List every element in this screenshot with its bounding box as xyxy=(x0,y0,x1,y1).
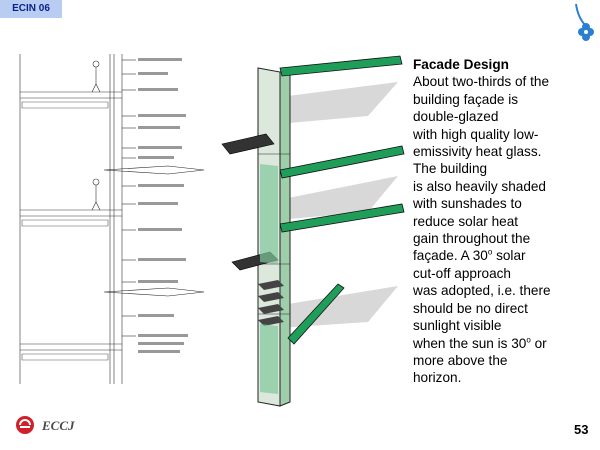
degree-superscript: o xyxy=(526,334,531,344)
eccj-logo-text: ECCJ xyxy=(42,418,75,433)
text-line: sunlight visible xyxy=(413,318,502,334)
page-number: 53 xyxy=(574,422,589,437)
facade-section-drawing xyxy=(18,54,246,388)
text-line: About two-thirds of the xyxy=(413,74,550,90)
text-line: emissivity heat glass. xyxy=(413,144,542,160)
degree-superscript: o xyxy=(487,247,493,257)
text-line: double-glazed xyxy=(413,109,499,125)
text-line: is also heavily shaded xyxy=(413,178,546,194)
text-line: horizon. xyxy=(413,370,462,386)
slide-tag: ECIN 06 xyxy=(0,0,62,18)
clover-logo-icon xyxy=(570,2,600,46)
text-line: with sunshades to xyxy=(413,196,522,212)
text-line: The building xyxy=(413,161,488,177)
text-line: more above the xyxy=(413,352,508,368)
facade-description xyxy=(413,56,593,387)
text-line: was adopted, i.e. there xyxy=(413,283,551,299)
text-line: with high quality low- xyxy=(413,126,539,142)
section-heading: Facade Design xyxy=(413,57,509,72)
text-line: building façade is xyxy=(413,91,519,107)
text-line-with-superscript: façade. A 30$^o$ solar xyxy=(413,247,526,264)
text-line: gain throughout the xyxy=(413,231,531,247)
text-line: reduce solar heat xyxy=(413,213,519,229)
text-line-with-superscript: when the sun is 30$^o$ or xyxy=(413,334,547,351)
facade-3d-render xyxy=(218,54,414,410)
text-line: should be no direct xyxy=(413,300,528,316)
text-line: cut-off approach xyxy=(413,265,511,281)
